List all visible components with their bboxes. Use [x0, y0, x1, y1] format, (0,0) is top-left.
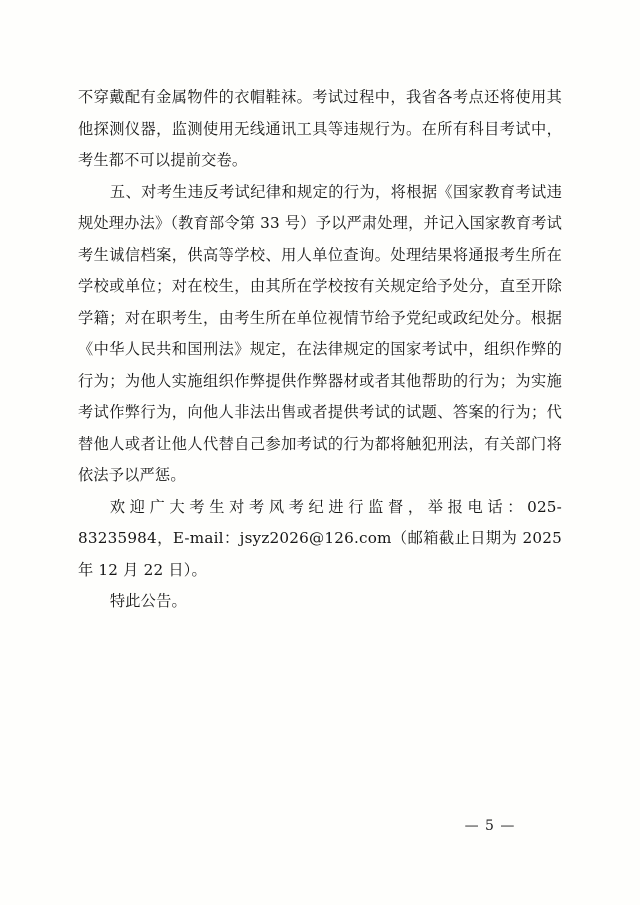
paragraph-announcement: 特此公告。 [109, 592, 187, 610]
paragraph-item-five: 五、对考生违反考试纪律和规定的行为，将根据《国家教育考试违规处理办法》（教育部令第 33 号）予以严肃处理，并记入国家教育考试考生诚信档案，供高等学校、用人单位查询。处理结果将通报考生所在学校或单位；对在校生，由其所在学校按有关规定给予处分，直至开除学籍；对在职考生，由考生所在单位视情节给予党纪或政纪处分。根据《中华人民共和国刑法》规定，在法律规定的国家考试中，组织作弊的行为；为他人实施组织作弊提供作弊器材或者其他帮助的行为；为实施考试作弊行为，向他人非法出售或者提供考试的试题、答案的行为；代替他人或者让他人代替自己参加考试的行为都将触犯刑法，有关部门将依法予以严惩。 [78, 182, 562, 484]
document-body [78, 82, 562, 618]
paragraph-continued: 不穿戴配有金属物件的衣帽鞋袜。考试过程中，我省各考点还将使用其他探测仪器，监测使用无线通讯工具等违规行为。在所有科目考试中，考生都不可以提前交卷。 [78, 88, 562, 169]
page-number: — 5 — [464, 818, 516, 834]
page-footer [0, 818, 640, 834]
paragraph-supervision: 欢迎广大考生对考风考纪进行监督，举报电话：025-83235984，E-mail：jsyz2026@126.com（邮箱截止日期为 2025 年 12 月 22 日）。 [78, 497, 562, 579]
